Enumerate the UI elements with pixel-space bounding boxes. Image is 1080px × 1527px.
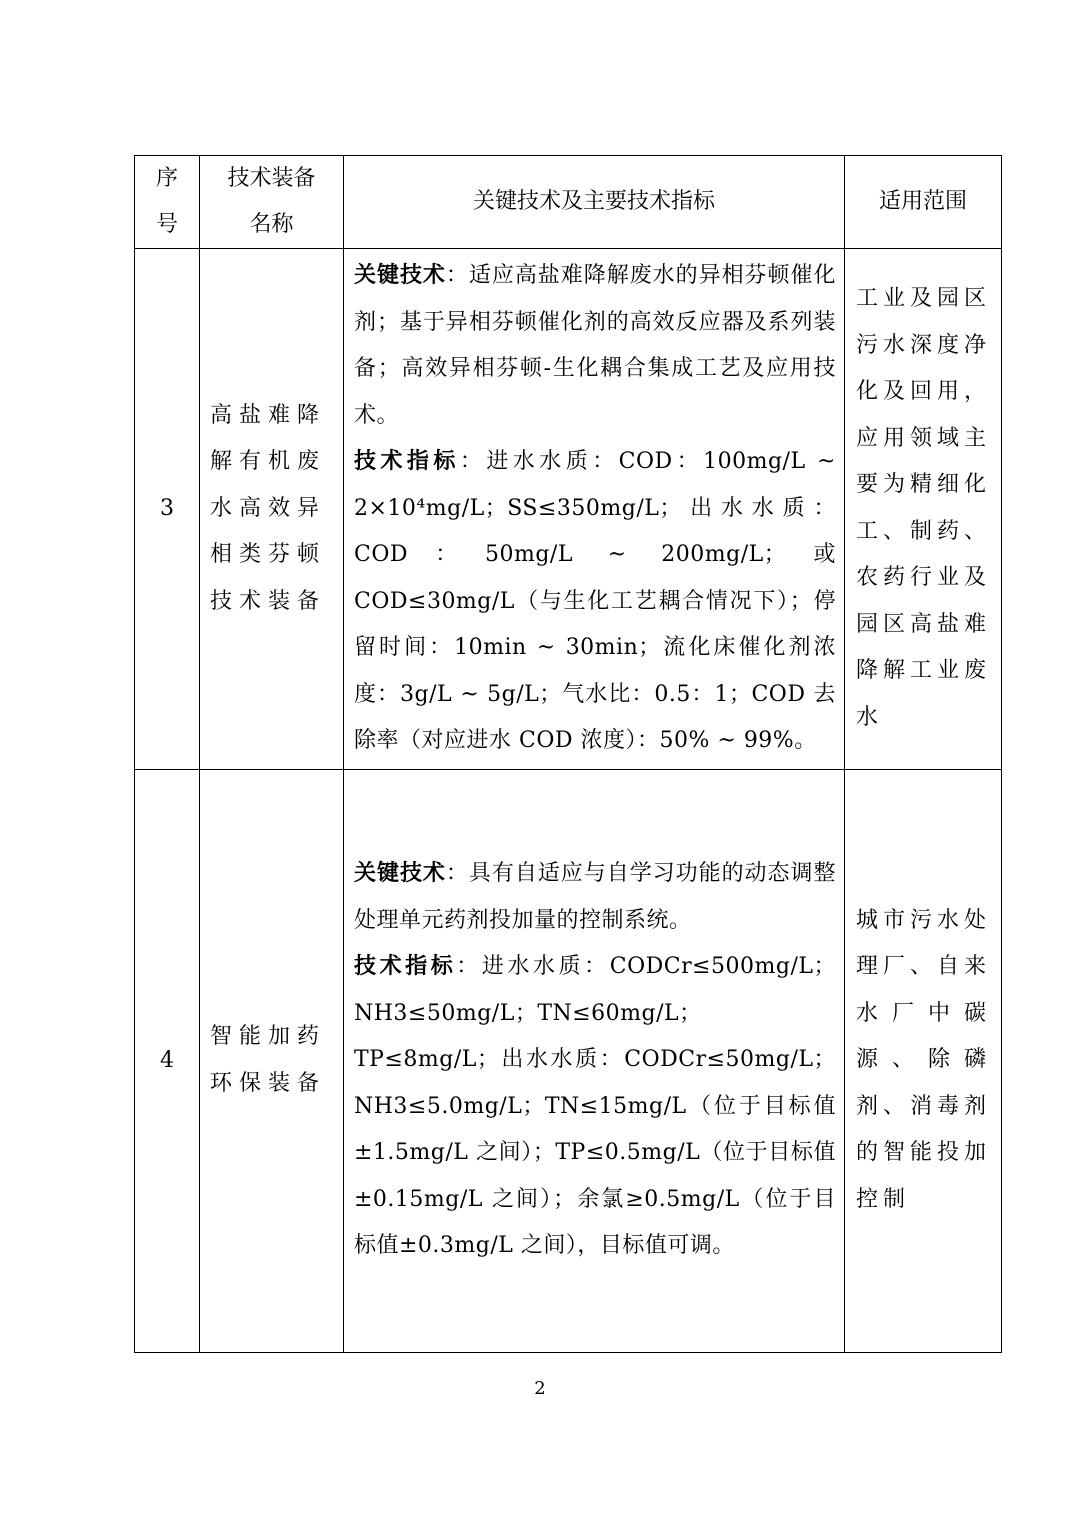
header-cell-name [200,156,344,249]
key-technology-paragraph [354,851,836,944]
table-header-row [135,156,1002,249]
row-number-cell: 4 [135,769,200,1352]
row-number-cell: 3 [135,249,200,770]
header-cell-scope [845,156,1002,249]
header-name-label: 技术装备名称 [227,166,316,237]
key-technology-cell [344,249,845,770]
indicator-text: ：进水水质：CODCr≤500mg/L；NH3≤50mg/L；TN≤60mg/L；TP≤8mg/L；出水水质：CODCr≤50mg/L；NH3≤5.0mg/L；TN≤15mg/L（位于目标值±1.5mg/L 之间）；TP≤0.5mg/L（位于目标值±0.15mg/L 之间）；余氯≥0.5mg/L（位于目标值±0.3mg/L 之间），目标值可调。 [354,954,836,1259]
scope-cell: 城市污水处理厂、自来水厂中碳源、除磷剂、消毒剂的智能投加控制 [845,769,1002,1352]
scope-cell: 工业及园区污水深度净化及回用，应用领域主要为精细化工、制药、农药行业及园区高盐难降解工业废水 [845,249,1002,770]
key-technology-label: 关键技术 [354,263,446,288]
equipment-name-cell: 智能加药环保装备 [200,769,344,1352]
header-cell-key [344,156,845,249]
key-technology-paragraph [354,253,836,439]
indicator-paragraph [354,944,836,1270]
table-row [135,769,1002,1352]
indicator-label: 技术指标 [354,954,457,980]
header-key-label: 关键技术及主要技术指标 [472,189,715,214]
table-row [135,249,1002,770]
key-technology-text: ：适应高盐难降解废水的异相芬顿催化剂；基于异相芬顿催化剂的高效反应器及系列装备；高效异相芬顿-生化耦合集成工艺及应用技术。 [354,263,836,428]
indicator-label: 技术指标 [354,449,460,474]
header-scope-label: 适用范围 [878,189,967,214]
indicator-paragraph [354,439,836,765]
page-number: 2 [534,1378,546,1399]
indicator-text: ：进水水质：COD：100mg/L ~ 2×10⁴mg/L；SS≤350mg/L；出水水质：COD：50mg/L ~ 200mg/L；或 COD≤30mg/L（与生化工艺耦合情况下）；停留时间：10min ~ 30min；流化床催化剂浓度：3g/L ~ 5g/L；气水比：0.5：1；COD 去除率（对应进水 COD 浓度）：50% ~ 99%。 [354,449,836,753]
header-cell-no [135,156,200,249]
key-technology-label: 关键技术 [354,861,446,887]
header-no-label: 序号 [155,166,178,237]
key-technology-text: ：具有自适应与自学习功能的动态调整处理单元药剂投加量的控制系统。 [354,861,836,933]
technology-equipment-table [134,155,1002,1353]
equipment-name-cell: 高盐难降解有机废水高效异相类芬顿技术装备 [200,249,344,770]
key-technology-cell [344,769,845,1352]
